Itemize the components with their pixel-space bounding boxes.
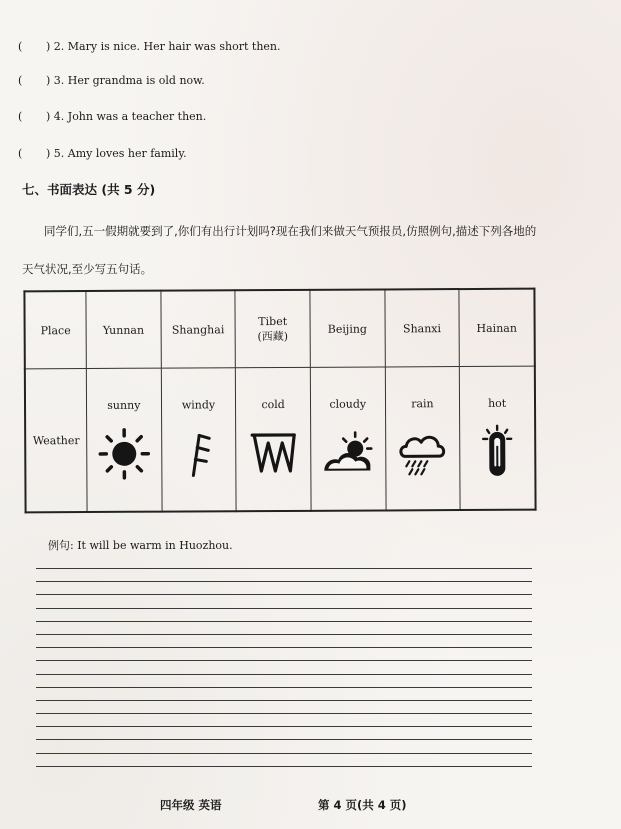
tf-statement: ) 2. Mary is nice. Her hair was short then. [46, 40, 281, 53]
condition-label: rain [411, 396, 434, 410]
windy-icon [170, 425, 228, 481]
weather-cell-shanghai [161, 368, 236, 512]
footer-subject: 四年级 英语 [160, 798, 222, 812]
place-name: Shanghai [171, 322, 225, 337]
place-name: Beijing [327, 322, 367, 336]
place-name: Yunnan [102, 323, 145, 337]
sunny-icon [95, 425, 153, 481]
rain-icon [393, 424, 451, 480]
condition-label: windy [181, 397, 216, 412]
hot-icon [468, 423, 526, 479]
answer-paren[interactable]: ( [18, 110, 23, 123]
writing-line[interactable] [36, 753, 532, 754]
writing-line[interactable] [36, 647, 532, 648]
weather-cell-tibet [236, 367, 311, 511]
tf-statement: ) 3. Her grandma is old now. [46, 74, 205, 87]
place-cell-yunnan [86, 291, 161, 369]
weather-cell-beijing [310, 367, 385, 511]
tf-item-5 [18, 147, 187, 160]
writing-line[interactable] [36, 713, 532, 714]
footer-page-number: 第 4 页(共 4 页) [318, 798, 407, 812]
tf-statement: ) 4. John was a teacher then. [46, 110, 207, 123]
writing-line[interactable] [36, 687, 532, 688]
writing-line[interactable] [36, 726, 532, 727]
answer-paren[interactable]: ( [18, 147, 23, 160]
place-header: Place [24, 291, 86, 369]
place-name: Tibet [258, 314, 288, 328]
weather-cell-yunnan [86, 368, 161, 512]
place-cell-shanxi [384, 289, 459, 367]
place-row [24, 289, 534, 369]
writing-line[interactable] [36, 621, 532, 622]
weather-table [23, 288, 536, 514]
weather-cell-shanxi [385, 367, 460, 511]
writing-line[interactable] [36, 608, 532, 609]
cloudy-icon [319, 424, 377, 480]
place-cell-beijing [310, 289, 385, 367]
writing-area[interactable] [36, 568, 532, 779]
tf-item-4 [18, 110, 206, 123]
section-instructions: 同学们,五一假期就要到了,你们有出行计划吗?现在我们来做天气预报员,仿照例句,描述下列各地的天气状况,至少写五句话。 [22, 224, 537, 276]
place-name-chinese: (西藏) [257, 329, 289, 343]
section-title: 七、书面表达 (共 5 分) [22, 182, 156, 197]
answer-paren[interactable]: ( [18, 74, 23, 87]
cold-icon [244, 424, 302, 480]
writing-line[interactable] [36, 634, 532, 635]
writing-line[interactable] [36, 581, 532, 582]
writing-line[interactable] [36, 766, 532, 767]
condition-label: cloudy [329, 397, 367, 411]
condition-label: hot [488, 396, 507, 410]
condition-label: cold [261, 397, 285, 411]
tf-item-3 [18, 74, 205, 87]
place-cell-hainan [459, 289, 535, 367]
weather-header: Weather [25, 369, 87, 513]
example-sentence: 例句: It will be warm in Huozhou. [48, 539, 233, 552]
place-name: Hainan [476, 321, 517, 335]
place-cell-tibet [235, 290, 310, 368]
condition-label: sunny [107, 398, 141, 412]
writing-line[interactable] [36, 594, 532, 595]
writing-line[interactable] [36, 660, 532, 661]
writing-line[interactable] [36, 568, 532, 569]
writing-line[interactable] [36, 700, 532, 701]
writing-line[interactable] [36, 739, 532, 740]
tf-statement: ) 5. Amy loves her family. [46, 147, 187, 160]
place-name: Shanxi [402, 321, 442, 335]
writing-line[interactable] [36, 674, 532, 675]
answer-paren[interactable]: ( [18, 40, 23, 53]
weather-row [25, 366, 536, 512]
weather-cell-hainan [460, 366, 536, 510]
place-cell-shanghai [161, 290, 236, 368]
tf-item-2 [18, 40, 281, 53]
